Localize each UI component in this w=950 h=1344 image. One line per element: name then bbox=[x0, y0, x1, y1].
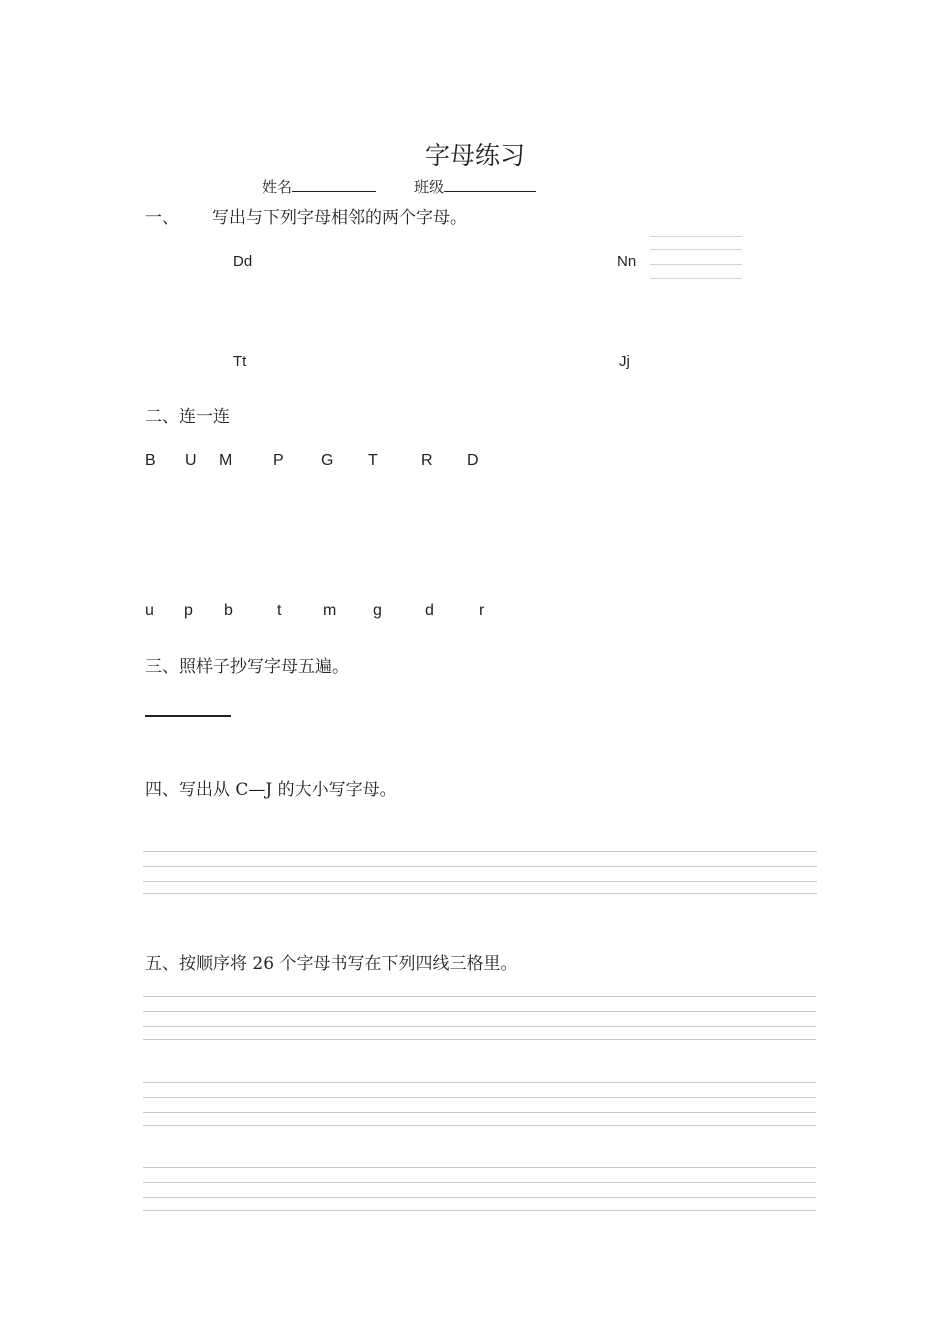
letter-tt: Tt bbox=[233, 353, 247, 370]
upper-letter[interactable]: R bbox=[421, 452, 433, 469]
name-blank[interactable] bbox=[292, 177, 376, 192]
upper-letter[interactable]: M bbox=[219, 452, 233, 469]
letter-jj: Jj bbox=[619, 353, 630, 370]
upper-letter[interactable]: T bbox=[368, 452, 378, 469]
class-field-row bbox=[414, 176, 536, 197]
letter-nn: Nn bbox=[617, 253, 637, 270]
lower-letter[interactable]: r bbox=[479, 602, 485, 619]
upper-letter[interactable]: G bbox=[321, 452, 334, 469]
lower-letter[interactable]: g bbox=[373, 602, 382, 619]
upper-letter[interactable]: P bbox=[273, 452, 284, 469]
lower-letter[interactable]: u bbox=[145, 602, 154, 619]
lower-letter[interactable]: t bbox=[277, 602, 282, 619]
section1-number: 一、 bbox=[145, 208, 179, 228]
section4-heading: 四、写出从 C—J 的大小写字母。 bbox=[145, 780, 397, 800]
lower-letter[interactable]: m bbox=[323, 602, 337, 619]
lower-letter[interactable]: p bbox=[184, 602, 193, 619]
lower-letter[interactable]: b bbox=[224, 602, 233, 619]
section3-heading: 三、照样子抄写字母五遍。 bbox=[145, 657, 349, 677]
section5-heading: 五、按顺序将 26 个字母书写在下列四线三格里。 bbox=[145, 954, 518, 974]
upper-letter[interactable]: U bbox=[185, 452, 197, 469]
upper-letter[interactable]: D bbox=[467, 452, 479, 469]
name-label: 姓名 bbox=[262, 178, 293, 196]
lower-letter[interactable]: d bbox=[425, 602, 434, 619]
section2-heading: 二、连一连 bbox=[145, 407, 230, 427]
page-title: 字母练习 bbox=[425, 141, 526, 170]
letter-dd: Dd bbox=[233, 253, 253, 270]
class-label: 班级 bbox=[414, 178, 445, 196]
upper-letter[interactable]: B bbox=[145, 452, 156, 469]
name-field-row bbox=[262, 176, 376, 197]
section1-heading: 写出与下列字母相邻的两个字母。 bbox=[212, 208, 467, 228]
copy-sample-line[interactable] bbox=[145, 715, 231, 717]
class-blank[interactable] bbox=[444, 177, 536, 192]
